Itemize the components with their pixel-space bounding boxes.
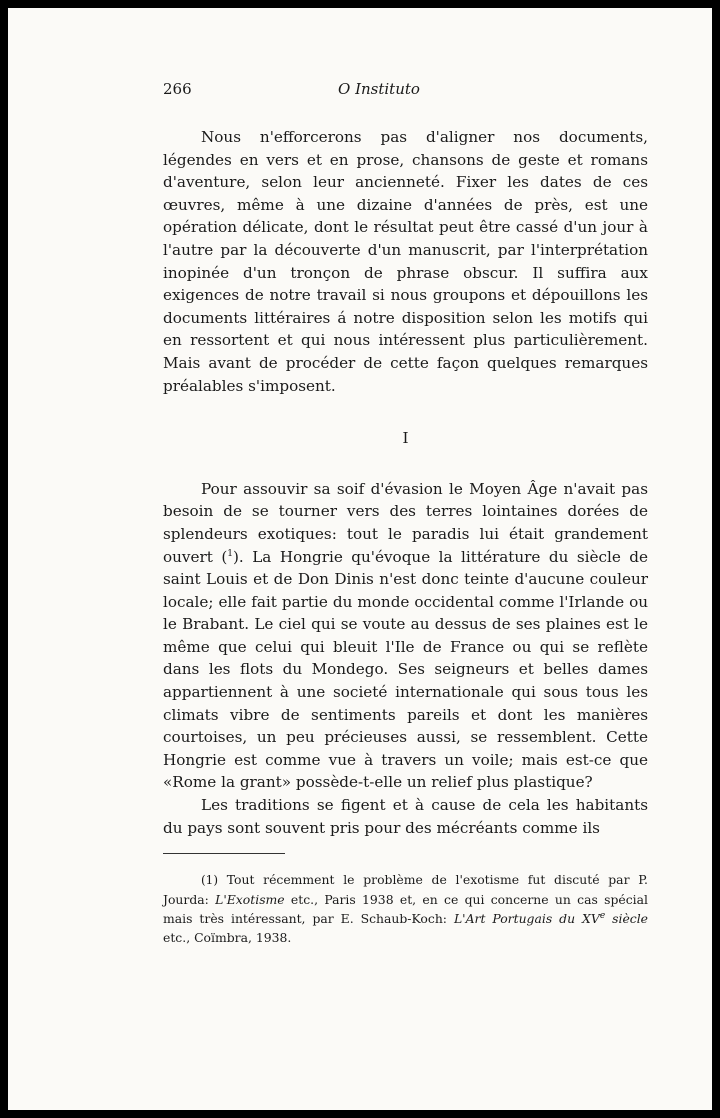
book-title-part: siècle xyxy=(605,911,649,926)
document-page xyxy=(8,8,712,1110)
paragraph-traditions: Les traditions se figent et à cause de cela les habitants du pays sont souvent pris pour des mécréants comme ils xyxy=(163,796,648,837)
book-title-part: L'Art Portugais du xyxy=(453,911,583,926)
footnote-text: etc., Paris 1938 et, en ce qui concerne un cas spécial mais très intéressant, par E. Schaub-Koch: xyxy=(163,892,648,926)
book-title: L'Exotisme xyxy=(215,892,285,907)
century-superscript: e xyxy=(599,910,606,921)
footnote-text: Tout récemment le problème de l'exotisme fut discuté par P. Jourda: xyxy=(163,872,648,907)
page-header xyxy=(163,80,648,102)
footnote-marker: (1) xyxy=(201,873,218,887)
paragraph-intro: Nous n'efforcerons pas d'aligner nos documents, légendes en vers et en prose, chansons de geste et romans d'aventure, selon leur ancienneté. Fixer les dates de ces œuvres, même à une dizaine d'années de près, est une opération délicate, dont le résultat peut être cassé d'un jour à l'autre par la découverte d'un manuscrit, par l'interprétation inopinée d'un tronçon de phrase obscur. Il suffira aux exigences de notre travail si nous groupons et dépouillons les documents littéraires á notre disposition selon les motifs qui en ressortent et qui nous intéressent plus particulièrement. Mais avant de procéder de cette façon quelques remarques préalables s'imposent. xyxy=(163,128,648,395)
paragraph-text: Pour assouvir sa soif d'évasion le Moyen Âge n'avait pas besoin de se tourner vers des terres lointaines dorées de splendeurs exotiques: tout le paradis lui était grandement ouvert ( xyxy=(163,479,648,566)
footnote-text: etc., Coïmbra, 1938. xyxy=(163,930,292,945)
century-numeral: XV xyxy=(582,911,600,926)
paragraph-hungary xyxy=(163,478,648,794)
paragraph-text: ). La Hongrie qu'évoque la littérature du siècle de saint Louis et de Don Dinis n'est donc teinte d'aucune couleur locale; elle fait partie du monde occidental comme l'Irlande ou le Brabant. Le ciel qui se voute au dessus de ses plaines est le même que celui qui bleuit l'Ile de France ou qui se reflète dans les flots du Mondego. Ses seigneurs et belles dames appartiennent à une societé internationale qui sous tous les climats vibre de sentiments pareils et dont les manières courtoises, un peu précieuses aussi, se ressemblent. Cette Hongrie est comme vue à travers un voile; mais est-ce que «Rome la grant» possède-t-elle un relief plus plastique? xyxy=(163,547,649,792)
footnote xyxy=(163,870,648,947)
page-number: 266 xyxy=(163,80,192,98)
footnote-divider xyxy=(163,853,285,854)
section-heading: I xyxy=(402,429,409,448)
footnote-reference[interactable]: 1 xyxy=(227,548,233,559)
book-title xyxy=(454,911,648,926)
running-title: O Instituto xyxy=(338,80,420,98)
body-text xyxy=(163,126,648,839)
